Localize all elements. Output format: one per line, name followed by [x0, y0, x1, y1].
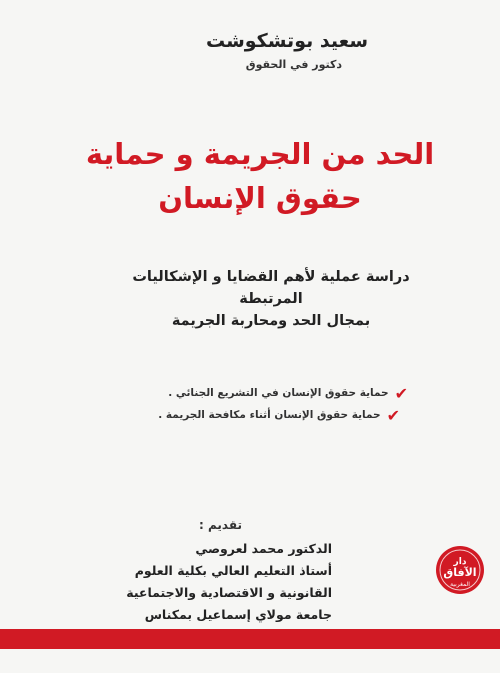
topic-item: [128, 404, 400, 426]
publisher-logo: [432, 530, 488, 600]
foreword-line-2: القانونية و الاقتصادية والاجتماعية: [126, 585, 332, 600]
foreword-line-1: أستاذ التعليم العالي بكلية العلوم: [134, 563, 332, 578]
topic-item: [128, 382, 408, 404]
foreword-line-3: جامعة مولاي إسماعيل بمكناس: [144, 607, 332, 622]
foreword-author: [72, 538, 332, 626]
foreword-name: الدكتور محمد لعروصي: [195, 541, 332, 556]
foreword-label: تقديم :: [199, 518, 242, 532]
book-title-line-1: الحد من الجريمة و حماية: [85, 137, 435, 171]
topic-text: حماية حقوق الإنسان أثناء مكافحة الجريمة .: [158, 409, 381, 421]
book-title-line-2: حقوق الإنسان: [158, 181, 362, 215]
bottom-color-band: [0, 629, 500, 649]
author-name: سعيد بوتشكوشت: [205, 30, 368, 52]
topic-text: حماية حقوق الإنسان في التشريع الجنائي .: [168, 387, 389, 399]
checkmark-icon: ✔: [394, 383, 408, 403]
publisher-logo-word-3: المغربية: [450, 581, 470, 588]
topic-list: [128, 382, 408, 426]
checkmark-icon: ✔: [386, 405, 400, 425]
author-degree: دكتور في الحقوق: [245, 58, 342, 71]
book-subtitle-line-2: بمجال الحد ومحاربة الجريمة: [171, 313, 371, 329]
book-subtitle: [110, 266, 432, 332]
book-subtitle-line-1: دراسة عملية لأهم القضايا و الإشكاليات المرتبطة: [132, 269, 410, 307]
publisher-logo-word-2: الآفاق: [443, 566, 477, 579]
publisher-logo-word-1: دار: [453, 557, 467, 567]
book-title: [80, 132, 440, 220]
